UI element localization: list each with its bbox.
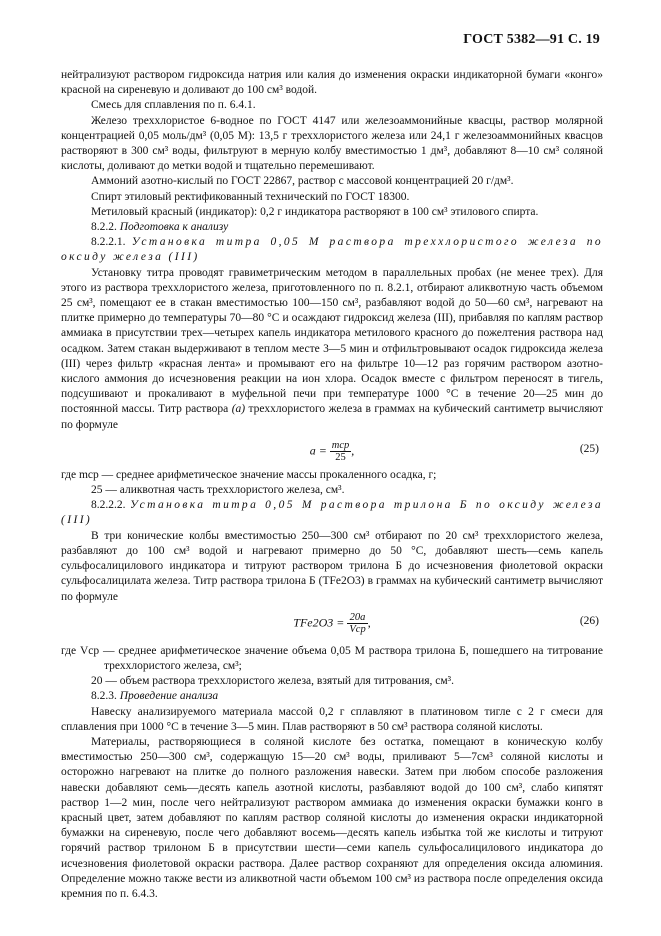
section-number: 8.2.2.2. [91, 499, 126, 512]
paragraph: Смесь для сплавления по п. 6.4.1. [91, 99, 256, 112]
where-line: 20 — объем раствора треххлористого железа, взятый для титрования, см³. [91, 675, 454, 688]
section-number: 8.2.2.1. [91, 236, 126, 249]
paragraph: Спирт этиловый ректификованный технический по ГОСТ 18300. [91, 190, 410, 203]
paragraph: Метиловый красный (индикатор): 0,2 г индикатора растворяют в 100 см³ этилового спирта. [91, 205, 539, 218]
section-heading [61, 220, 603, 235]
formula-26: TFe2O3 = $\frac{20a}{\text{Vср}}$ , (26) [293, 611, 599, 635]
section-title: Проведение анализа [119, 690, 219, 703]
formula-lhs: TFe2O3 = [293, 614, 345, 629]
formula-25: a = $\frac{\text{mср}}{25}$ , (25) [309, 439, 599, 463]
where-line: 25 — аликвотная часть треххлористого железа, см³. [91, 484, 345, 497]
formula-number: (26) [579, 614, 599, 627]
paragraph: Железо треххлористое 6-водное по ГОСТ 4147 или железоаммонийные квасцы, раствор молярной концентрацией 0,05 моль/дм³ (0,05 М): 13,5 г треххлористого железа или 24,1 г железоаммонийных квасцов растворяют в 300 см³ воды, фильтруют в мерную колбу вместимостью 1 дм³, добавляют 8—10 см³ соляной кислоты, доливают до метки водой и тщательно перемешивают. [61, 114, 603, 173]
fraction-denominator: Vср [349, 623, 366, 635]
fraction [330, 440, 352, 463]
variable-a: (a) [231, 403, 246, 416]
section-heading [61, 235, 603, 265]
paragraph: Навеску анализируемого материала массой 0,2 г сплавляют в платиновом тигле с 2 г смеси для сплавления при 1000 °С в течение 3—5 мин. Плав растворяют в 50 см³ раствора соляной кислоты. [61, 705, 603, 733]
where-line: где mср — среднее арифметическое значение массы прокаленного осадка, г; [61, 468, 437, 481]
fraction-numerator: mср [331, 439, 350, 451]
fraction-numerator: 20a [347, 612, 367, 624]
section-title: Подготовка к анализу [119, 221, 229, 234]
formula-lhs: a = [309, 443, 327, 458]
section-title: Установка титра 0,05 М раствора треххлористого железа по оксиду железа (III) [61, 236, 603, 264]
fraction [347, 612, 367, 635]
section-heading [61, 498, 603, 528]
paragraph: Установку титра проводят гравиметрическим методом в параллельных пробах (не менее трех). Для этого из раствора треххлористого железа, приготовленного по п. 8.2.1, отбирают аликвотную часть объемом 25 см³, помещают ее в стакан вместимостью 100—150 см³, разбавляют водой до 50—60 см³, нагревают на плитке примерно до температуры 70—80 °С и осаждают гидроксид железа (III), прибавляя по каплям раствор аммиака в присутствии трех—четырех капель индикатора метилового красного до пожелтения раствора над осадком. Затем стакан выдерживают в теплом месте 3—5 мин и отфильтровывают осадок гидроксида железа (III) через фильтр «красная лента» и промывают его на фильтре 10—12 раз горячим раствором азотно-кислого аммония до исчезновения реакции на ион хлора. Осадок вместе с фильтром переносят в тигель, подсушивают и прокаливают в муфельной печи при температуре 1000 °С в течение 20—25 мин до постоянной массы. Титр раствора (a) треххлористого железа в граммах на кубический сантиметр вычисляют по формуле [61, 266, 603, 431]
section-number: 8.2.2. [91, 221, 117, 234]
document-body [61, 68, 603, 902]
page-header: ГОСТ 5382—91 С. 19 [463, 32, 600, 47]
section-number: 8.2.3. [91, 690, 117, 703]
section-heading [61, 689, 603, 704]
paragraph: нейтрализуют раствором гидроксида натрия или калия до изменения окраски индикаторной бумаги «конго» красной на сиреневую и доливают до 100 см³ водой. [61, 69, 603, 97]
formula-number: (25) [579, 442, 599, 455]
paragraph: Аммоний азотно-кислый по ГОСТ 22867, раствор с массовой концентрацией 20 г/дм³. [91, 175, 514, 188]
fraction-denominator: 25 [335, 451, 346, 463]
where-line: где Vср — среднее арифметическое значение объема 0,05 М раствора трилона Б, пошедшего на титрование треххлористого железа, см³; [61, 644, 603, 672]
section-title: Установка титра 0,05 М раствора трилона Б по оксиду железа (III) [61, 499, 604, 527]
paragraph: Материалы, растворяющиеся в соляной кислоте без остатка, помещают в коническую колбу вместимостью 250—300 см³, содержащую 15—20 см³ воды, приливают 5—7см³ соляной кислоты и осторожно нагревают на плитке до полного разложения навески. Затем при любом способе разложения навески добавляют семь—десять капель азотной кислоты, разбавляют водой до 100 см³, слабо кипятят раствор 1—2 мин, после чего нейтрализуют раствором аммиака до изменения окраски бумажки конго в красный цвет, затем добавляют по каплям раствор соляной кислоты до изменения окраски индикаторной бумажки на сиреневую, после чего добавляют восемь—десять капель избытка той же кислоты и титруют горячий раствор трилоном Б в присутствии шести—семи капель сульфосалицилового индикатора до исчезновения фиолетовой окраски раствора. Далее раствор сохраняют для определения оксида алюминия. Определение можно также вести из аликвотной части объемом 100 см³ из раствора после определения оксида кремния по п. 6.4.3. [61, 735, 603, 900]
paragraph: В три конические колбы вместимостью 250—300 см³ отбирают по 20 см³ треххлористого железа, разбавляют до 100 см³ водой и нагревают примерно до 50 °С, добавляют шесть—семь капель сульфосалицилового индикатора и титруют раствором трилона Б до исчезновения фиолетовой окраски сульфосалицилата железа. Титр раствора трилона Б (TFe2O3) в граммах на кубический сантиметр вычисляют по формуле [61, 529, 603, 603]
